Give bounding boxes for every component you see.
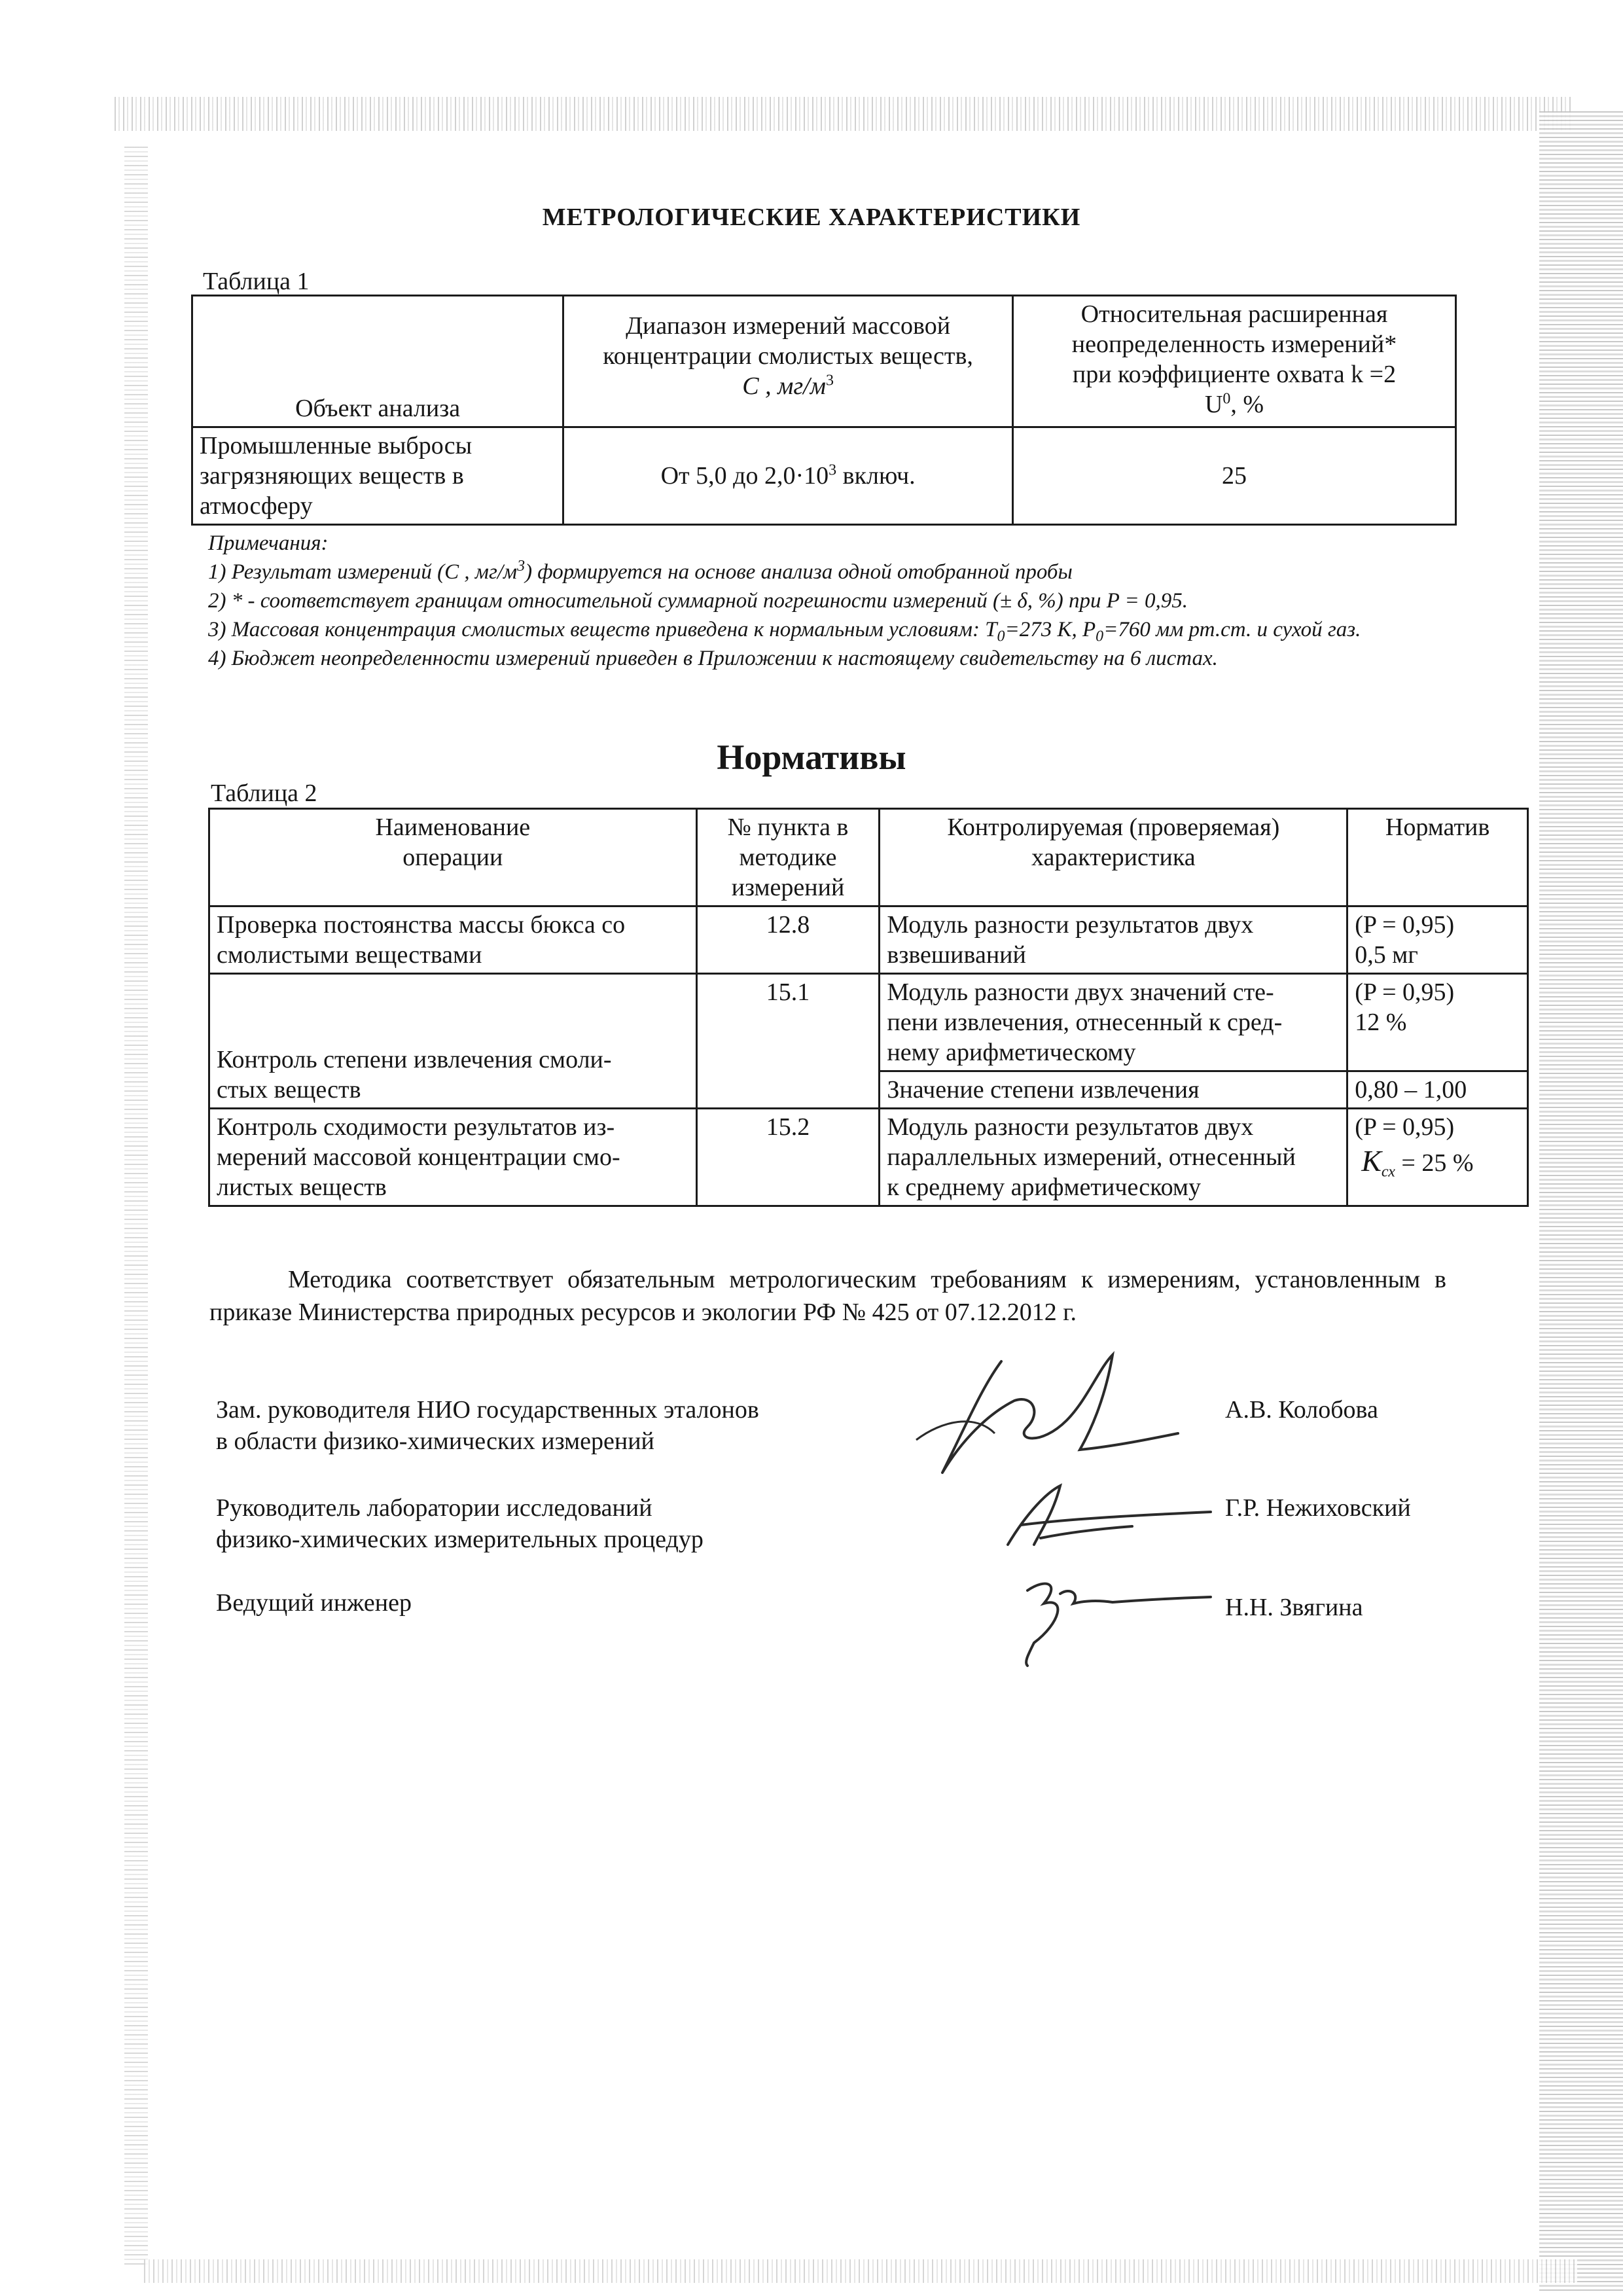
signatory-1-name: А.В. Колобова: [1225, 1396, 1378, 1424]
table1-cell-range: От 5,0 до $2,0\cdot 10^3$ включ.: [563, 427, 1013, 525]
note-3: 3) Массовая концентрация смолистых веществ приведена к нормальным условиям: $T_0=273$ К, $P_0=760$ мм рт.ст. и сухой газ.: [208, 618, 1361, 645]
table2-header-characteristic: Контролируемая (проверяемая) характеристика: [880, 809, 1347, 906]
table2-r1-characteristic: Модуль разности результатов двух взвешиваний: [880, 906, 1347, 974]
signatory-3-name: Н.Н. Звягина: [1225, 1594, 1363, 1621]
page-border-bottom: [144, 2259, 1577, 2283]
table2-r3-operation: Контроль сходимости результатов из- мерений массовой концентрации смо- листых веществ: [209, 1109, 697, 1206]
table1-header-row: [192, 296, 1456, 427]
table1-header-uncertainty: Относительная расширенная неопределенность измерений* при коэффициенте охвата k =2 $U^0$, %: [1012, 296, 1455, 427]
table1-cell-uncertainty: 25: [1012, 427, 1455, 525]
table2-r2-characteristic: Модуль разности двух значений сте- пени извлечения, отнесенный к сред- нему арифметическому: [880, 974, 1347, 1071]
note-2: 2) * - соответствует границам относительной суммарной погрешности измерений (± δ, %) при P = 0,95.: [208, 589, 1188, 613]
table1-cell-object: Промышленные выбросы загрязняющих веществ в атмосферу: [192, 427, 563, 525]
table1-caption: Таблица 1: [203, 268, 310, 295]
signature-2-image: [995, 1473, 1217, 1558]
normatives-heading: Нормативы: [717, 738, 906, 777]
page-border-left: [124, 144, 148, 2265]
signature-1-image: [903, 1342, 1204, 1486]
table1-header-object: Объект анализа: [192, 296, 563, 427]
signatory-3-role: Ведущий инженер: [216, 1589, 412, 1617]
table2-caption: Таблица 2: [211, 780, 317, 807]
table2-r2-point: 15.1: [696, 974, 880, 1109]
table1-notes: [208, 529, 1465, 673]
table-row: [192, 427, 1456, 525]
signatory-2-name: Г.Р. Нежиховский: [1225, 1494, 1411, 1522]
table2-r2b-norm: 0,80 – 1,00: [1347, 1071, 1528, 1109]
signature-3-image: [1008, 1564, 1217, 1669]
page-border-top: [115, 97, 1571, 131]
conformity-statement: Методика соответствует обязательным метрологическим требованиям к измерениям, установленным в приказе Министерства природных ресурсов и экологии РФ № 425 от 07.12.2012 г.: [209, 1266, 1446, 1326]
note-1: 1) Результат измерений (C , $мг/м^3$) формируется на основе анализа одной отобранной пробы: [208, 558, 1073, 584]
notes-heading: Примечания:: [208, 531, 329, 555]
table2-r1-point: 12.8: [696, 906, 880, 974]
table2-r3-norm: (P = 0,95) $K_{сх} = 25$ %: [1347, 1109, 1528, 1206]
table2: [208, 808, 1529, 1207]
table1-header-range: Диапазон измерений массовой концентрации смолистых веществ, C , $мг/м^3$: [563, 296, 1013, 427]
page-border-right: [1539, 111, 1623, 2291]
table2-r3-point: 15.2: [696, 1109, 880, 1206]
signatory-1-role: Зам. руководителя НИО государственных эталонов в области физико-химических измерений: [216, 1396, 759, 1455]
table2-r1-operation: Проверка постоянства массы бюкса со смолистыми веществами: [209, 906, 697, 974]
table2-r2b-characteristic: Значение степени извлечения: [880, 1071, 1347, 1109]
table2-header-operation: Наименование операции: [209, 809, 697, 906]
table2-r2-norm: (P = 0,95) 12 %: [1347, 974, 1528, 1071]
table2-r3-characteristic: Модуль разности результатов двух параллельных измерений, отнесенный к среднему арифметическому: [880, 1109, 1347, 1206]
table2-header-row: [209, 809, 1528, 906]
table2-header-norm: Норматив: [1347, 809, 1528, 906]
table1: [191, 295, 1457, 526]
page-title: МЕТРОЛОГИЧЕСКИЕ ХАРАКТЕРИСТИКИ: [542, 204, 1081, 231]
table2-r2-operation: Контроль степени извлечения смоли- стых веществ: [209, 974, 697, 1109]
table2-r1-norm: (P = 0,95) 0,5 мг: [1347, 906, 1528, 974]
table-row: [209, 974, 1528, 1071]
table-row: [209, 906, 1528, 974]
table2-header-point: № пункта в методике измерений: [696, 809, 880, 906]
table-row: [209, 1109, 1528, 1206]
signatory-2-role: Руководитель лаборатории исследований физико-химических измерительных процедур: [216, 1494, 704, 1553]
note-4: 4) Бюджет неопределенности измерений приведен в Приложении к настоящему свидетельству на 6 листах.: [208, 647, 1218, 670]
